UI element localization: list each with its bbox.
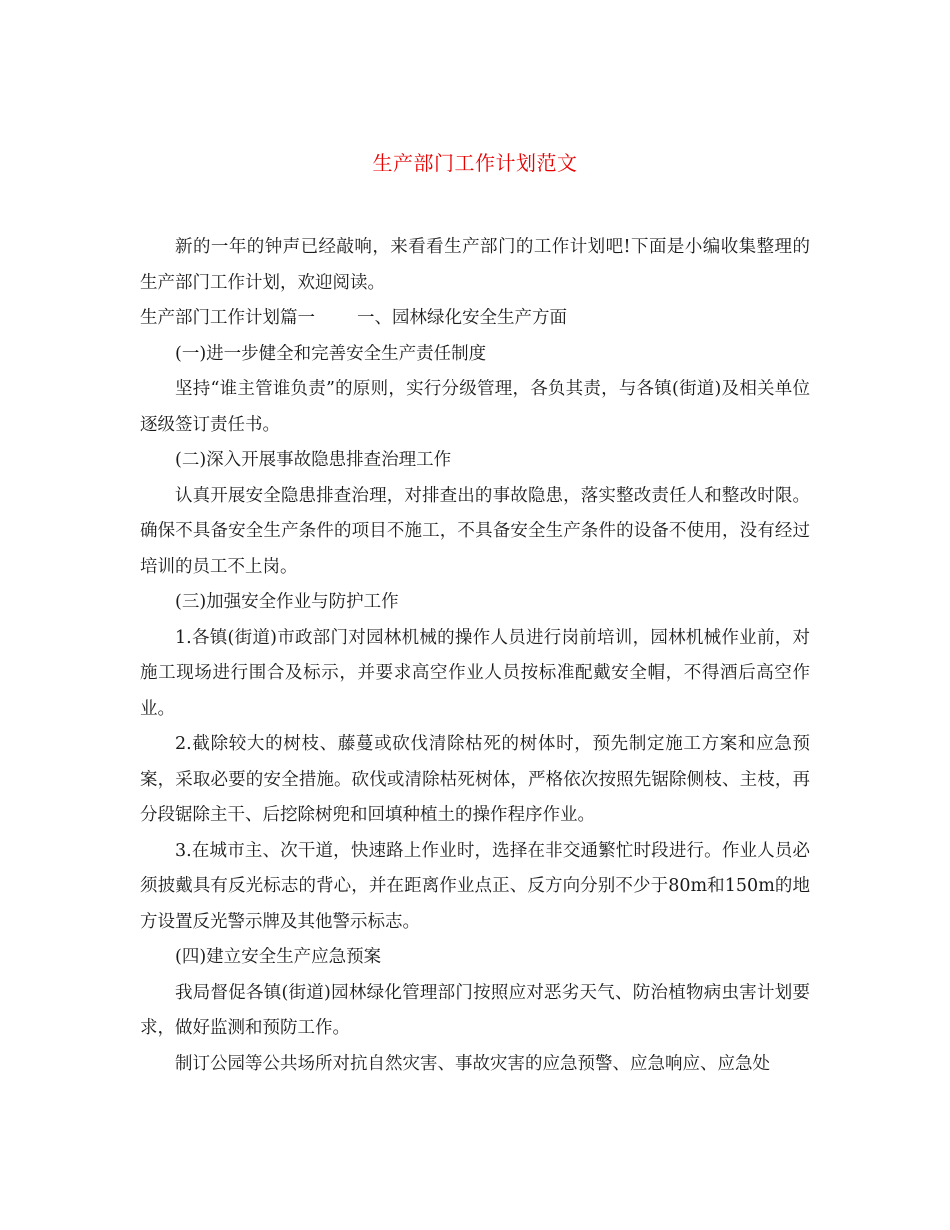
intro-paragraph: 新的一年的钟声已经敲响，来看看生产部门的工作计划吧!下面是小编收集整理的生产部门工作计划，欢迎阅读。: [140, 237, 810, 293]
subsection-heading: (二)深入开展事故隐患排查治理工作: [175, 450, 452, 470]
heading-spacer: [315, 301, 357, 337]
subsection-heading: (四)建立安全生产应急预案: [175, 947, 382, 967]
body-paragraph: 2.截除较大的树枝、藤蔓或砍伐清除枯死的树体时，预先制定施工方案和应急预案，采取必要的安全措施。砍伐或清除枯死树体，严格依次按照先锯除侧枝、主枝，再分段锯除主干、后挖除树兜和回填种植土的操作程序作业。: [140, 734, 810, 825]
subsection-heading: (三)加强安全作业与防护工作: [175, 592, 399, 612]
document-body: [140, 230, 810, 1082]
body-paragraph: 坚持“谁主管谁负责”的原则，实行分级管理，各负其责，与各镇(街道)及相关单位逐级签订责任书。: [140, 379, 810, 435]
subsection-heading: (一)进一步健全和完善安全生产责任制度: [175, 343, 487, 364]
body-paragraph: 3.在城市主、次干道，快速路上作业时，选择在非交通繁忙时段进行。作业人员必须披戴具有反光标志的背心，并在距离作业点正、反方向分别不少于80m和150m的地方设置反光警示牌及其他警示标志。: [140, 840, 810, 932]
body-paragraph: 认真开展安全隐患排查治理，对排查出的事故隐患，落实整改责任人和整改时限。确保不具备安全生产条件的项目不施工，不具备安全生产条件的设备不使用，没有经过培训的员工不上岗。: [140, 485, 810, 577]
part-label: 生产部门工作计划篇一: [140, 308, 315, 328]
part-heading-row: [140, 301, 810, 337]
body-paragraph: 1.各镇(街道)市政部门对园林机械的操作人员进行岗前培训，园林机械作业前，对施工现场进行围合及标示，并要求高空作业人员按标准配戴安全帽，不得酒后高空作业。: [140, 627, 810, 719]
document-title: 生产部门工作计划范文: [372, 151, 578, 175]
body-paragraph: 我局督促各镇(街道)园林绿化管理部门按照应对恶劣天气、防治植物病虫害计划要求，做好监测和预防工作。: [140, 982, 810, 1038]
section-heading: 一、园林绿化安全生产方面: [357, 308, 567, 328]
body-paragraph: 制订公园等公共场所对抗自然灾害、事故灾害的应急预警、应急响应、应急处: [175, 1053, 770, 1074]
